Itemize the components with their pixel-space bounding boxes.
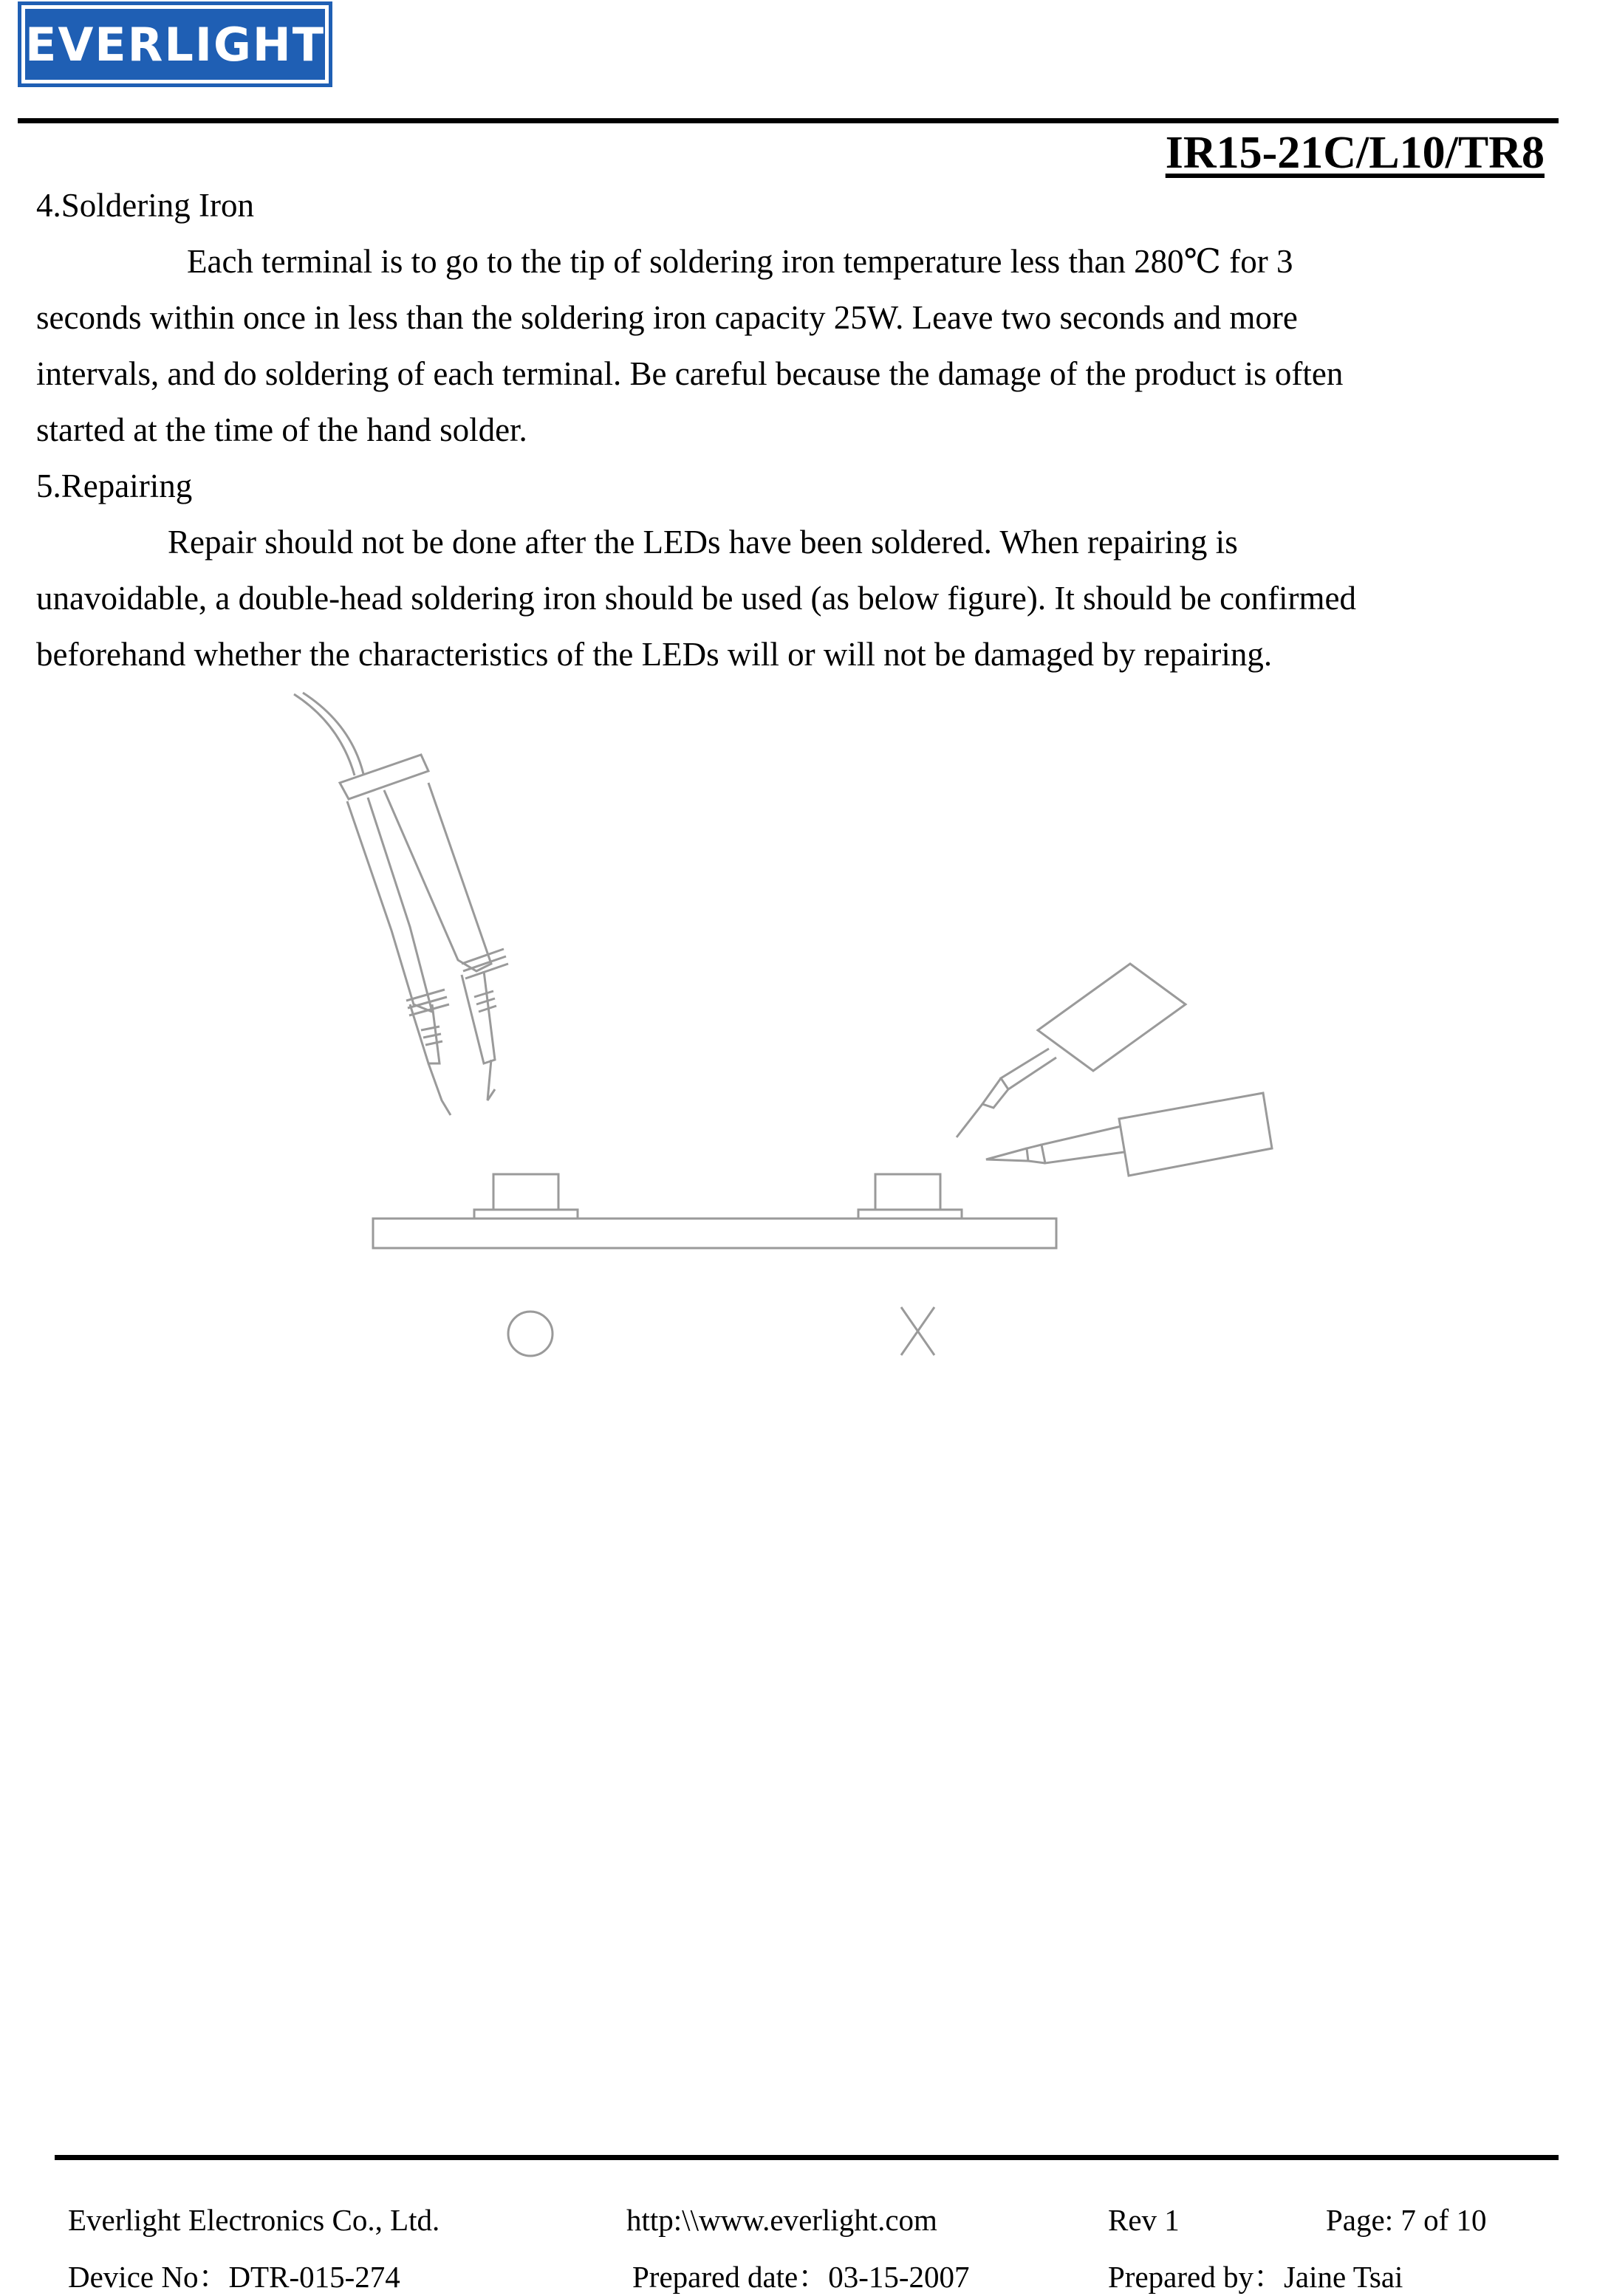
footer-rule <box>55 2155 1559 2160</box>
document-body <box>36 177 1558 682</box>
footer-prepared-date: Prepared date：03-15-2007 <box>632 2260 970 2294</box>
soldering-iron-paragraph <box>36 233 1558 458</box>
footer-url[interactable]: http:\\www.everlight.com <box>626 2203 937 2237</box>
section-heading-soldering-iron: 4.Soldering Iron <box>36 187 254 224</box>
paragraph-line: seconds within once in less than the soldering iron capacity 25W. Leave two seconds and more <box>36 299 1298 336</box>
section-heading-repairing: 5.Repairing <box>36 467 193 504</box>
paragraph-line: beforehand whether the characteristics of the LEDs will or will not be damaged by repairing. <box>36 636 1273 673</box>
paragraph-line: intervals, and do soldering of each terminal. Be careful because the damage of the product is often <box>36 355 1344 392</box>
footer-prepared-by: Prepared by：Jaine Tsai <box>1108 2260 1403 2294</box>
repairing-paragraph <box>36 514 1558 682</box>
wrong-mark-icon <box>901 1307 934 1355</box>
paragraph-line: unavoidable, a double-head soldering iron should be used (as below figure). It should be confirmed <box>36 580 1357 617</box>
paragraph-line: Repair should not be done after the LEDs have been soldered. When repairing is <box>168 524 1238 561</box>
footer-revision: Rev 1 <box>1108 2203 1180 2237</box>
single-head-iron-illustration <box>957 964 1272 1176</box>
part-number-title: IR15-21C/L10/TR8 <box>1165 128 1545 178</box>
double-head-iron-illustration <box>294 693 508 1115</box>
correct-mark-icon <box>508 1312 553 1356</box>
footer-company: Everlight Electronics Co., Ltd. <box>68 2203 440 2237</box>
header-rule <box>18 118 1559 123</box>
footer-page-number: Page: 7 of 10 <box>1326 2203 1487 2237</box>
paragraph-line: Each terminal is to go to the tip of soldering iron temperature less than 280℃ for 3 <box>187 243 1293 280</box>
paragraph-line: started at the time of the hand solder. <box>36 411 527 448</box>
logo-badge <box>25 9 325 80</box>
footer-device-number: Device No：DTR-015-274 <box>68 2260 400 2294</box>
repair-figure <box>281 679 1315 1374</box>
everlight-logo <box>18 1 332 87</box>
logo-text: EVERLIGHT <box>24 17 326 72</box>
circuit-board-illustration <box>373 1174 1056 1248</box>
